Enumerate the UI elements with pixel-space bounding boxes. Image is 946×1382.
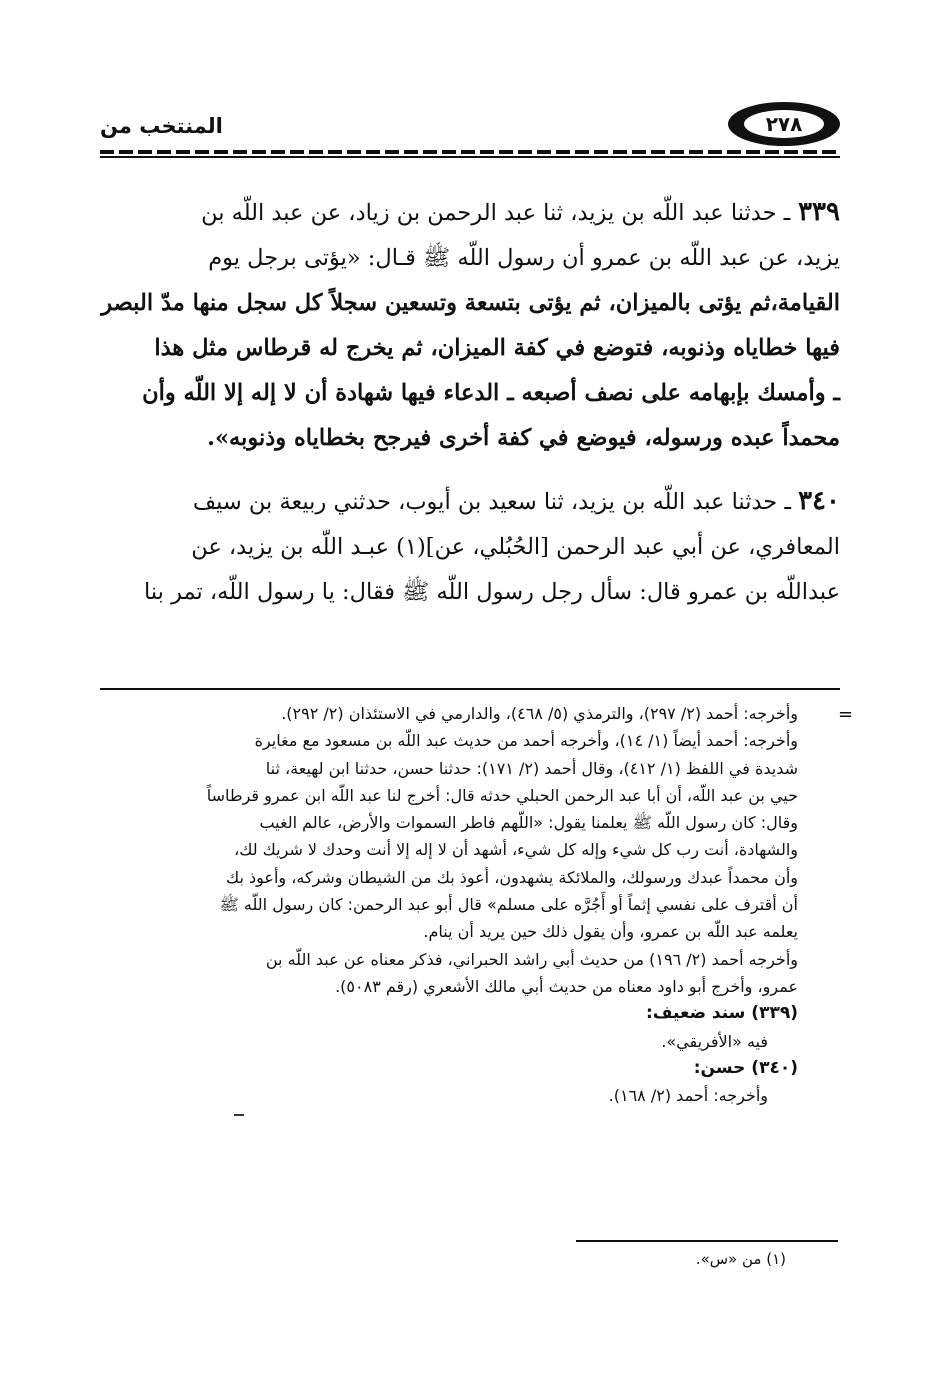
note-line: والشهادة، أنت رب كل شيء وإله كل شيء، أشهد أن لا إله إلا أنت وحدك لا شريك لك، <box>234 840 798 860</box>
grade-339-text: فيه «الأفريقي». <box>661 1031 768 1051</box>
hadith-line: القيامة،ثم يؤتى بالميزان، ثم يؤتى بتسعة وتسعين سجلاً كل سجل منها مدّ البصر <box>101 290 840 316</box>
note-line: أن أقترف على نفسي إثماً أو أَجُرَّه على مسلم» قال أبو عبد الرحمن: كان رسول اللّه ﷺ <box>219 895 798 915</box>
notes-divider <box>100 688 840 690</box>
grade-340-label: (٣٤٠) حسن: <box>693 1057 798 1078</box>
hadith-line: ٣٣٩ ـ حدثنا عبد اللّه بن يزيد، ثنا عبد الرحمن بن زياد، عن عبد اللّه بن <box>201 197 840 227</box>
main-text <box>100 190 840 615</box>
hadith-line: المعافري، عن أبي عبد الرحمن [الحُبُلي، عن](١) عبـد اللّه بن يزيد، عن <box>191 534 840 560</box>
note-line: وأخرجه: أحمد أيضاً (١/ ١٤)، وأخرجه أحمد من حديث عبد اللّه بن مسعود مع مغايرة <box>254 731 798 751</box>
note-line: يعلمه عبد اللّه بن عمرو، وأن يقول ذلك حين يريد أن ينام. <box>423 922 798 942</box>
grade-340-text: وأخرجه: أحمد (٢/ ١٦٨). <box>608 1086 768 1106</box>
header-dashed-rule <box>100 150 840 154</box>
hadith-line: ـ وأمسك بإبهامه على نصف أصبعه ـ الدعاء فيها شهادة أن لا إله إلا اللّه وأن <box>142 380 840 406</box>
page-number-badge <box>728 102 840 146</box>
footnote: (١) من «س». <box>695 1250 786 1268</box>
hadith-339 <box>100 190 840 461</box>
hadith-line: فيها خطاياه وذنوبه، فتوضع في كفة الميزان، ثم يخرج له قرطاس مثل هذا <box>154 335 840 361</box>
hadith-line: ٣٤٠ ـ حدثنا عبد اللّه بن يزيد، ثنا سعيد بن أيوب، حدثني ربيعة بن سيف <box>192 486 840 516</box>
grade-339-label: (٣٣٩) سند ضعيف: <box>645 1003 798 1024</box>
hadith-line: عبداللّه بن عمرو قال: سأل رجل رسول اللّه ﷺ فقال: يا رسول اللّه، تمر بنا <box>144 579 840 605</box>
page-number: ٢٧٨ <box>765 112 803 136</box>
hadith-line: محمداً عبده ورسوله، فيوضع في كفة أخرى فيرجح بخطاياه وذنوبه». <box>207 425 840 451</box>
takhrij-notes <box>100 700 798 1109</box>
note-line: حيي بن عبد اللّه، أن أبا عبد الرحمن الحبلي حدثه قال: أخرج لنا عبد اللّه ابن عمرو قرطاساً <box>206 785 798 805</box>
note-line: وأخرجه أحمد (٢/ ١٩٦) من حديث أبي راشد الحبراني، فذكر معناه عن عبد اللّه بن <box>265 949 798 969</box>
note-line: وأخرجه: أحمد (٢/ ٢٩٧)، والترمذي (٥/ ٤٦٨)، والدارمي في الاستئذان (٢/ ٢٩٢). <box>281 704 798 723</box>
note-line: شديدة في اللفظ (١/ ٤١٢)، وقال أحمد (٢/ ١٧١): حدثنا حسن، حدثنا ابن لهيعة، ثنا <box>265 758 798 778</box>
book-title: المنتخب من <box>100 114 223 138</box>
footnote-divider <box>576 1240 838 1242</box>
page-header <box>100 100 840 150</box>
note-line: وأن محمداً عبدك ورسولك، والملائكة يشهدون، أعوذ بك من الشيطان وشركه، وأعوذ بك <box>225 867 798 887</box>
hadith-number: ٣٣٩ <box>798 197 840 227</box>
hadith-line: يزيد، عن عبد اللّه بن عمرو أن رسول اللّه ﷺ قـال: «يؤتى برجل يوم <box>208 245 840 271</box>
stray-mark <box>234 1114 244 1116</box>
note-line: عمرو، وأخرج أبو داود معناه من حديث أبي مالك الأشعري (رقم ٥٠٨٣). <box>335 976 798 996</box>
continuation-mark: = <box>838 704 854 725</box>
note-line: وقال: كان رسول اللّه ﷺ يعلمنا يقول: «اللّهم فاطر السموات والأرض، عالم الغيب <box>259 813 798 833</box>
hadith-number: ٣٤٠ <box>798 486 840 516</box>
header-solid-rule <box>100 156 840 158</box>
hadith-340 <box>100 479 840 615</box>
